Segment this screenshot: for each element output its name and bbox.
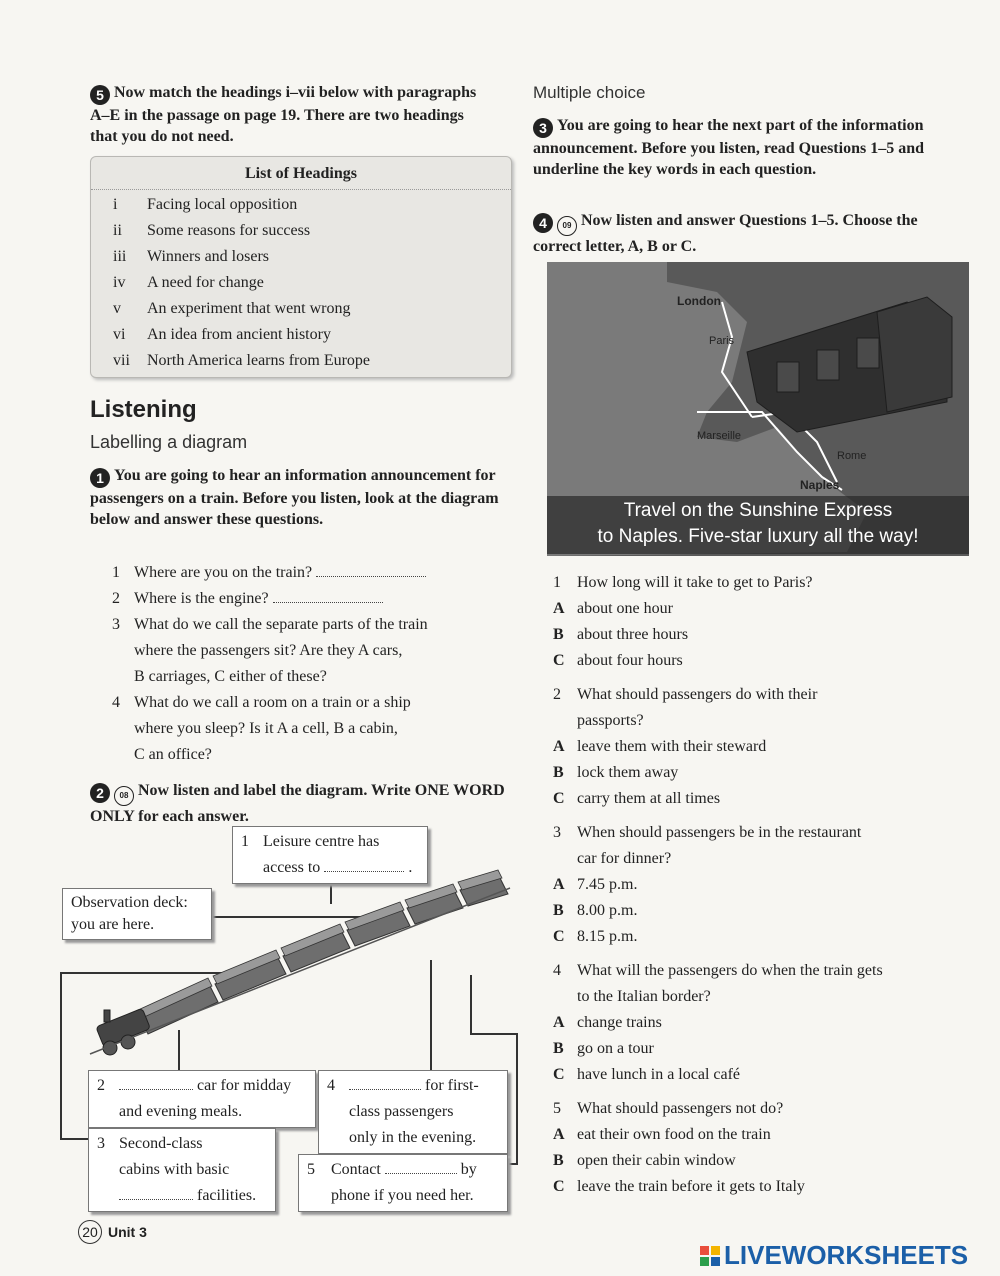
mc-question bbox=[553, 570, 973, 674]
diagram-label-observation: Observation deck: you are here. bbox=[62, 888, 212, 940]
option-letter: B bbox=[553, 1040, 564, 1057]
option-letter: B bbox=[553, 764, 564, 781]
option-letter: C bbox=[553, 1066, 565, 1083]
heading-text: An idea from ancient history bbox=[147, 326, 331, 343]
city-paris: Paris bbox=[709, 335, 735, 347]
option-text: open their cabin window bbox=[577, 1152, 736, 1169]
heading-text: North America learns from Europe bbox=[147, 352, 371, 369]
question-text: to the Italian border? bbox=[577, 988, 711, 1005]
heading-item bbox=[91, 322, 511, 348]
multiple-choice-heading: Multiple choice bbox=[533, 83, 646, 102]
question-number: 2 bbox=[112, 590, 120, 607]
question-text: where the passengers sit? Are they A cars, bbox=[134, 642, 403, 659]
ex2-instruction: Now listen and label the diagram. Write ONE WORD ONLY for each answer. bbox=[90, 782, 505, 825]
heading-text: A need for change bbox=[147, 274, 264, 291]
question-text: How long will it take to get to Paris? bbox=[577, 574, 813, 591]
option-letter: A bbox=[553, 738, 565, 755]
heading-numeral: vii bbox=[113, 352, 130, 369]
question-number: 3 bbox=[553, 824, 561, 841]
heading-item bbox=[91, 296, 511, 322]
section5-instruction: Now match the headings i–vii below with paragraphs A–E in the passage on page 19. There are two headings that you do not need. bbox=[90, 84, 477, 145]
ex4-instruction: Now listen and answer Questions 1–5. Choose the correct letter, A, B or C. bbox=[533, 212, 918, 255]
question-text: where you sleep? Is it A a cell, B a cabin, bbox=[134, 720, 398, 737]
answer-option[interactable] bbox=[553, 648, 973, 674]
question-text: What do we call the separate parts of the train bbox=[134, 616, 428, 633]
train-image bbox=[747, 297, 952, 432]
option-text: about one hour bbox=[577, 600, 673, 617]
option-letter: A bbox=[553, 876, 565, 893]
option-letter: B bbox=[553, 902, 564, 919]
heading-item bbox=[91, 270, 511, 296]
city-london: London bbox=[677, 294, 721, 308]
mc-question bbox=[553, 682, 973, 812]
city-rome: Rome bbox=[837, 450, 867, 462]
option-letter: B bbox=[553, 626, 564, 643]
question-text: When should passengers be in the restaurant bbox=[577, 824, 862, 841]
page-number: 20 bbox=[78, 1220, 102, 1244]
answer-option[interactable] bbox=[553, 1036, 973, 1062]
poster-slogan: Travel on the Sunshine Express to Naples. Five-star luxury all the way! bbox=[547, 496, 969, 554]
mc-question bbox=[553, 958, 973, 1088]
heading-item bbox=[91, 192, 511, 218]
exercise-number-badge: 4 bbox=[533, 213, 553, 233]
option-letter: C bbox=[553, 790, 565, 807]
answer-blank[interactable] bbox=[385, 1161, 457, 1174]
heading-numeral: iii bbox=[113, 248, 127, 265]
ex1-question bbox=[112, 586, 512, 612]
question-number: 2 bbox=[553, 686, 561, 703]
answer-blank[interactable] bbox=[316, 564, 426, 577]
diagram-label-3: 3 Second-class cabins with basic facilities. bbox=[88, 1128, 276, 1212]
liveworksheets-logo: LIVEWORKSHEETS bbox=[700, 1240, 968, 1271]
heading-text: Winners and losers bbox=[147, 248, 269, 265]
answer-option[interactable] bbox=[553, 622, 973, 648]
diagram-label-4: 4 for first- class passengers only in the evening. bbox=[318, 1070, 508, 1154]
question-text: What should passengers not do? bbox=[577, 1100, 784, 1117]
option-text: carry them at all times bbox=[577, 790, 721, 807]
answer-option[interactable] bbox=[553, 872, 973, 898]
ex3-instruction: You are going to hear the next part of the information announcement. Before you listen, read Questions 1–5 and underline the key words in each question. bbox=[533, 117, 924, 178]
question-number: 4 bbox=[112, 694, 120, 711]
exercise-number-badge: 5 bbox=[90, 85, 110, 105]
ex4-instruction-block bbox=[533, 210, 953, 257]
question-number: 5 bbox=[553, 1100, 561, 1117]
option-letter: B bbox=[553, 1152, 564, 1169]
option-text: lock them away bbox=[577, 764, 679, 781]
answer-option[interactable] bbox=[553, 760, 973, 786]
answer-option[interactable] bbox=[553, 734, 973, 760]
multiple-choice-questions bbox=[553, 570, 973, 1208]
option-letter: A bbox=[553, 1014, 565, 1031]
answer-blank[interactable] bbox=[273, 590, 383, 603]
ex1-instruction-block bbox=[90, 465, 510, 530]
option-text: 7.45 p.m. bbox=[577, 876, 638, 893]
unit-label: Unit 3 bbox=[108, 1224, 147, 1240]
question-text: What will the passengers do when the train gets bbox=[577, 962, 883, 979]
exercise-number-badge: 2 bbox=[90, 783, 110, 803]
question-number: 3 bbox=[112, 616, 120, 633]
logo-icon bbox=[700, 1242, 720, 1262]
answer-option[interactable] bbox=[553, 596, 973, 622]
listening-title: Listening bbox=[90, 396, 197, 423]
option-text: 8.15 p.m. bbox=[577, 928, 638, 945]
option-text: leave the train before it gets to Italy bbox=[577, 1178, 805, 1195]
ex2-instruction-block bbox=[90, 780, 510, 827]
option-letter: A bbox=[553, 600, 565, 617]
question-text: passports? bbox=[577, 712, 644, 729]
heading-numeral: v bbox=[113, 300, 121, 317]
option-text: have lunch in a local café bbox=[577, 1066, 741, 1083]
option-letter: C bbox=[553, 652, 565, 669]
exercise-number-badge: 1 bbox=[90, 468, 110, 488]
ex1-question bbox=[112, 560, 512, 586]
option-text: change trains bbox=[577, 1014, 662, 1031]
question-text: Where is the engine? bbox=[134, 590, 269, 607]
ex1-instruction: You are going to hear an information announcement for passengers on a train. Before you listen, look at the diagram below and answer these questions. bbox=[90, 467, 499, 528]
ex3-instruction-block bbox=[533, 115, 953, 180]
mc-question bbox=[553, 1096, 973, 1200]
diagram-label-1: 1 Leisure centre has access to . bbox=[232, 826, 428, 884]
heading-text: An experiment that went wrong bbox=[147, 300, 351, 317]
city-naples: Naples bbox=[800, 478, 840, 492]
answer-option[interactable] bbox=[553, 1122, 973, 1148]
answer-blank[interactable] bbox=[119, 1077, 193, 1090]
question-text: Where are you on the train? bbox=[134, 564, 313, 581]
option-text: about three hours bbox=[577, 626, 689, 643]
option-text: eat their own food on the train bbox=[577, 1126, 771, 1143]
mc-question bbox=[553, 820, 973, 950]
heading-numeral: ii bbox=[113, 222, 122, 239]
headings-list-title: List of Headings bbox=[244, 165, 357, 182]
heading-item bbox=[91, 218, 511, 244]
exercise-number-badge: 3 bbox=[533, 118, 553, 138]
answer-blank[interactable] bbox=[349, 1077, 421, 1090]
ex1-question bbox=[112, 690, 512, 768]
ex1-question bbox=[112, 612, 512, 690]
headings-list-box bbox=[90, 156, 512, 378]
question-number: 1 bbox=[553, 574, 561, 591]
heading-item bbox=[91, 244, 511, 270]
question-text: What do we call a room on a train or a ship bbox=[134, 694, 411, 711]
listening-subtitle: Labelling a diagram bbox=[90, 432, 248, 452]
answer-option[interactable] bbox=[553, 1010, 973, 1036]
heading-numeral: i bbox=[113, 196, 118, 213]
connector-line bbox=[60, 972, 62, 1140]
option-text: leave them with their steward bbox=[577, 738, 767, 755]
ex1-questions bbox=[112, 560, 512, 768]
heading-text: Some reasons for success bbox=[147, 222, 311, 239]
city-marseille: Marseille bbox=[697, 430, 742, 442]
answer-blank[interactable] bbox=[119, 1187, 193, 1200]
answer-blank[interactable] bbox=[324, 859, 404, 872]
question-number: 1 bbox=[112, 564, 120, 581]
headings-list bbox=[91, 192, 511, 374]
section5-instruction-block bbox=[90, 82, 490, 147]
audio-track-icon[interactable]: 09 bbox=[557, 216, 577, 236]
heading-numeral: iv bbox=[113, 274, 126, 291]
option-text: 8.00 p.m. bbox=[577, 902, 638, 919]
question-number: 4 bbox=[553, 962, 561, 979]
answer-option[interactable] bbox=[553, 1062, 973, 1088]
question-text: What should passengers do with their bbox=[577, 686, 818, 703]
answer-option[interactable] bbox=[553, 898, 973, 924]
option-letter: C bbox=[553, 1178, 565, 1195]
option-text: go on a tour bbox=[577, 1040, 654, 1057]
heading-numeral: vi bbox=[113, 326, 126, 343]
answer-option[interactable] bbox=[553, 924, 973, 950]
option-letter: A bbox=[553, 1126, 565, 1143]
question-text: C an office? bbox=[134, 746, 212, 763]
page-footer bbox=[78, 1220, 147, 1244]
answer-option[interactable] bbox=[553, 1148, 973, 1174]
sunshine-express-poster bbox=[547, 262, 969, 556]
diagram-label-5: 5 Contact by phone if you need her. bbox=[298, 1154, 508, 1212]
option-letter: C bbox=[553, 928, 565, 945]
audio-track-icon[interactable]: 08 bbox=[114, 786, 134, 806]
question-text: B carriages, C either of these? bbox=[134, 668, 327, 685]
option-text: about four hours bbox=[577, 652, 683, 669]
heading-item bbox=[91, 348, 511, 374]
diagram-label-2: 2 car for midday and evening meals. bbox=[88, 1070, 316, 1128]
heading-text: Facing local opposition bbox=[147, 196, 298, 213]
question-text: car for dinner? bbox=[577, 850, 672, 867]
answer-option[interactable] bbox=[553, 786, 973, 812]
answer-option[interactable] bbox=[553, 1174, 973, 1200]
